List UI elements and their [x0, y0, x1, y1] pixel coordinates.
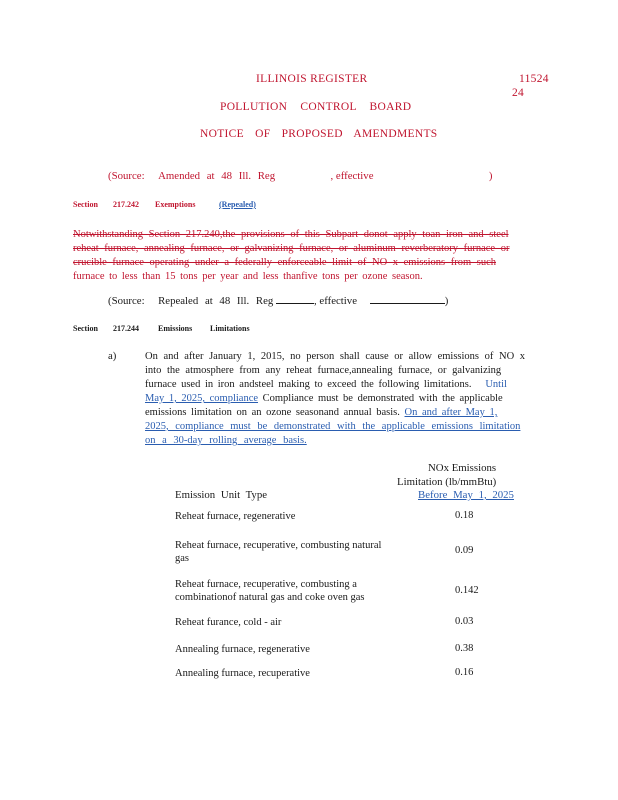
table-row-unit: Reheat furnace, recuperative, combusting natural gas	[175, 540, 382, 564]
col2-header-line2: Limitation (lb/mmBtu)	[397, 476, 497, 488]
table-row-value: 0.142	[455, 585, 479, 596]
source-line-2: (Source: Repealed at 48 Ill. Reg , effective )	[108, 295, 449, 307]
section-242-label: Section	[73, 200, 98, 209]
section-244-title2: Limitations	[210, 324, 250, 333]
section-242-body: Notwithstanding Section 217.240,the provisions of this Subpart donot apply toan iron and steel reheat furnace, annealing furnace, or galvanizing furnace, or aluminum reverberatory furnace or crucible furnace operating under a federally enforceable limit of NO x emissions from such furnace to less than 15 tons per year and less thanfive tons per ozone season.	[73, 229, 510, 282]
section-244-body: On and after January 1, 2015, no person shall cause or allow emissions of NO x into the atmosphere from any reheat furnace,annealing furnace, or galvanizing furnace used in iron andsteel making to exceed the following limitations. Until May 1, 2025, compliance Compliance must be demonstrated with the applicable emissions limitation on an ozone seasonand annual basis. On and after May 1, 2025, compliance must be demonstrated with the applicable emissions limitation on a 30-day rolling average basis.	[145, 351, 526, 446]
col1-header: Emission Unit Type	[175, 489, 268, 501]
board-title: POLLUTION CONTROL BOARD	[220, 101, 412, 113]
table-row-value: 0.16	[455, 667, 474, 678]
table-row-unit: Annealing furnace, regenerative	[175, 644, 310, 655]
table-row-unit: Reheat furnace, regenerative	[175, 511, 296, 522]
register-title: ILLINOIS REGISTER	[256, 73, 368, 85]
section-242-title: Exemptions	[155, 200, 196, 209]
section-242-repealed: (Repealed)	[219, 200, 256, 209]
col2-header-line3: Before May 1, 2025	[418, 489, 514, 501]
page-number: 11524	[519, 73, 549, 85]
col2-header-line1: NOx Emissions	[428, 462, 497, 474]
table-row-unit: Annealing furnace, recuperative	[175, 668, 310, 679]
table-row-value: 0.18	[455, 510, 474, 521]
table-row-value: 0.38	[455, 643, 474, 654]
table-row-value: 0.03	[455, 616, 474, 627]
notice-title: NOTICE OF PROPOSED AMENDMENTS	[200, 128, 438, 140]
table-row-unit: Reheat furance, cold - air	[175, 617, 282, 628]
section-244-label: Section	[73, 324, 98, 333]
item-marker-a: a)	[108, 350, 117, 362]
table-row-value: 0.09	[455, 545, 474, 556]
page-sub-number: 24	[512, 87, 525, 99]
section-244-number: 217.244	[113, 324, 139, 333]
section-244-title: Emissions	[158, 324, 193, 333]
table-row-unit: Reheat furnace, recuperative, combusting a combinationof natural gas and coke oven gas	[175, 579, 365, 603]
source-line-1: (Source: Amended at 48 Ill. Reg , effective )	[108, 170, 493, 182]
section-242-number: 217.242	[113, 200, 139, 209]
